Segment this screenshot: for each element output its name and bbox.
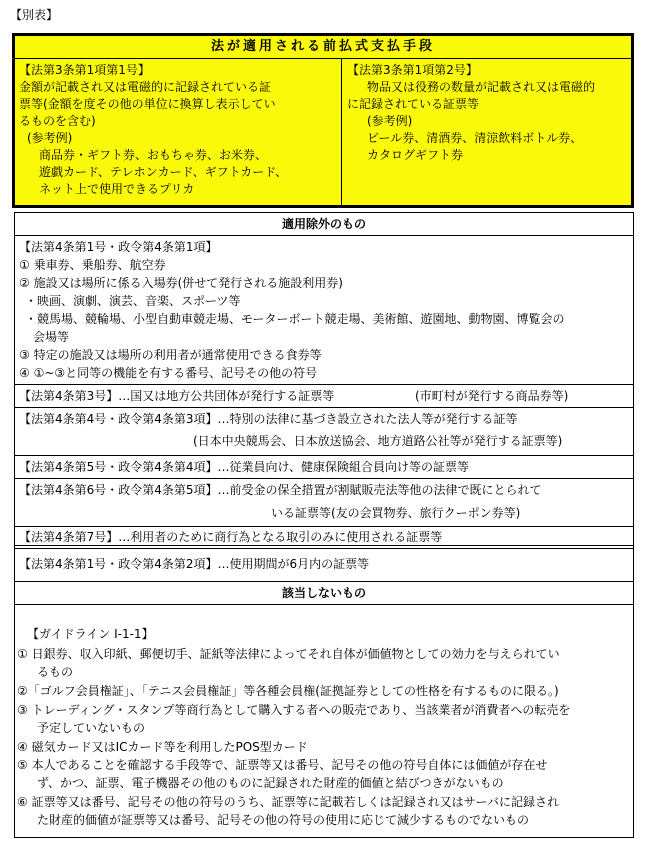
not-applicable-item: ②「ゴルフ会員権証」、「テニス会員権証」等各種会員権(証拠証券としての性格を有するものに限る。)	[17, 684, 559, 698]
item4-text: 【法第4条第4号・政令第4条第3項】…特別の法律に基づき設立された法人等が発行する証等	[19, 412, 518, 426]
right-column	[347, 62, 595, 164]
block1-item: ① 乗車券、乗船券、航空券	[19, 258, 166, 272]
block1-item: ③ 特定の施設又は場所の利用者が通常使用できる食券等	[19, 348, 322, 362]
divider	[15, 407, 633, 408]
exclusions-section	[14, 212, 634, 582]
right-line: ビール券、清酒券、清涼飲料ボトル券、	[367, 131, 583, 145]
block1-item: ・映画、演劇、演芸、音楽、スポーツ等	[25, 294, 241, 308]
not-applicable-title: 該当しないもの	[281, 586, 366, 600]
not-applicable-item: るもの	[37, 665, 74, 679]
item3-note: (市町村が発行する商品券等)	[415, 389, 569, 403]
right-heading: 【法第3条第1項第2号】	[347, 63, 478, 77]
block1-item: ・競馬場、競輪場、小型自動車競走場、モーターボート競走場、美術館、遊園地、動物園、博覧会の	[25, 312, 565, 326]
divider	[15, 545, 633, 546]
not-applicable-item: ③ トレーディング・スタンプ等商行為として購入する者への販売であり、当該業者が消費者への転売を	[17, 703, 571, 717]
not-applicable-item: ① 日銀券、収入印紙、郵便切手、証紙等法律によってそれ自体が価値物としての効力を与えられてい	[17, 647, 560, 661]
item7-text: 【法第4条第7号】…利用者のために商行為となる取引のみに使用される証票等	[19, 530, 443, 544]
not-applicable-item: ず、かつ、証票、電子機器その他のものに記録された財産的価値と結びつきがないもの	[37, 776, 504, 790]
not-applicable-item: た財産的価値が証票等又は番号、記号その他の符号の使用に応じて減少するものでないもの	[37, 813, 530, 827]
caption: 【別表】	[10, 8, 59, 22]
applicable-title: 法が適用される前払式支払手段	[15, 36, 631, 59]
item6-cont: いる証票等(友の会買物券、旅行クーポン券等)	[271, 506, 521, 520]
right-line: 物品又は役務の数量が記載され又は電磁的	[367, 80, 596, 94]
left-line: (参考例)	[27, 131, 73, 145]
divider	[15, 478, 633, 479]
exclusions-title: 適用除外のもの	[281, 217, 366, 231]
not-applicable-section	[14, 581, 634, 838]
block1-item: ② 施設又は場所に係る入場券(併せて発行される施設利用券)	[19, 276, 343, 290]
item8-text: 【法第4条第1号・政令第4条第2項】…使用期間が6月内の証票等	[19, 557, 370, 571]
not-applicable-item: ⑥ 証票等又は番号、記号その他の符号のうち、証票等に記載若しくは記録され又はサーバに記録され	[17, 795, 559, 809]
left-line: 遊戯カード、テレホンカード、ギフトカード、	[39, 165, 288, 179]
left-line: 商品券・ギフト券、おもちゃ券、お米券、	[39, 148, 268, 162]
column-divider	[341, 58, 342, 205]
not-applicable-item: 予定していないもの	[37, 721, 146, 735]
item4-note: (日本中央競馬会、日本放送協会、地方道路公社等が発行する証票等)	[193, 434, 563, 448]
right-line: (参考例)	[367, 114, 413, 128]
item6-text: 【法第4条第6号・政令第4条第5項】…前受金の保全措置が割賦販売法等他の法律で既にとられて	[19, 483, 542, 497]
not-applicable-item: ⑤ 本人であることを確認する手段等で、証票等又は番号、記号その他の符号自体には価値が存在せ	[17, 758, 548, 772]
left-line: 金額が記載され又は電磁的に記録されている証	[19, 80, 272, 94]
not-applicable-item: ④ 磁気カード又はICカード等を利用したPOS型カード	[17, 740, 308, 754]
divider	[15, 526, 633, 527]
divider	[15, 548, 633, 549]
item3-text: 【法第4条第3号】…国又は地方公共団体が発行する証票等	[19, 389, 335, 403]
block1-item: ④ ①~③と同等の機能を有する番号、記号その他の符号	[19, 366, 318, 380]
divider	[15, 384, 633, 385]
left-line: ネット上で使用できるプリカ	[39, 182, 195, 196]
right-line: カタログギフト券	[367, 148, 464, 162]
guideline-heading: 【ガイドライン Ⅰ-1-1】	[27, 627, 154, 641]
right-line: に記録されている証票等	[347, 97, 480, 111]
left-line: るものを含む)	[19, 114, 96, 128]
left-line: 票等(金額を度その他の単位に換算し表示してい	[19, 97, 276, 111]
divider	[15, 235, 633, 236]
block1-item: 会場等	[33, 330, 70, 344]
block1-heading: 【法第4条第1号・政令第4条第1項】	[19, 240, 218, 254]
left-column	[19, 62, 287, 198]
divider	[15, 604, 633, 605]
divider	[15, 455, 633, 456]
left-heading: 【法第3条第1項第1号】	[19, 63, 150, 77]
item5-text: 【法第4条第5号・政令第4条第4項】…従業員向け、健康保険組合員向け等の証票等	[19, 460, 470, 474]
applicable-section	[12, 33, 634, 208]
